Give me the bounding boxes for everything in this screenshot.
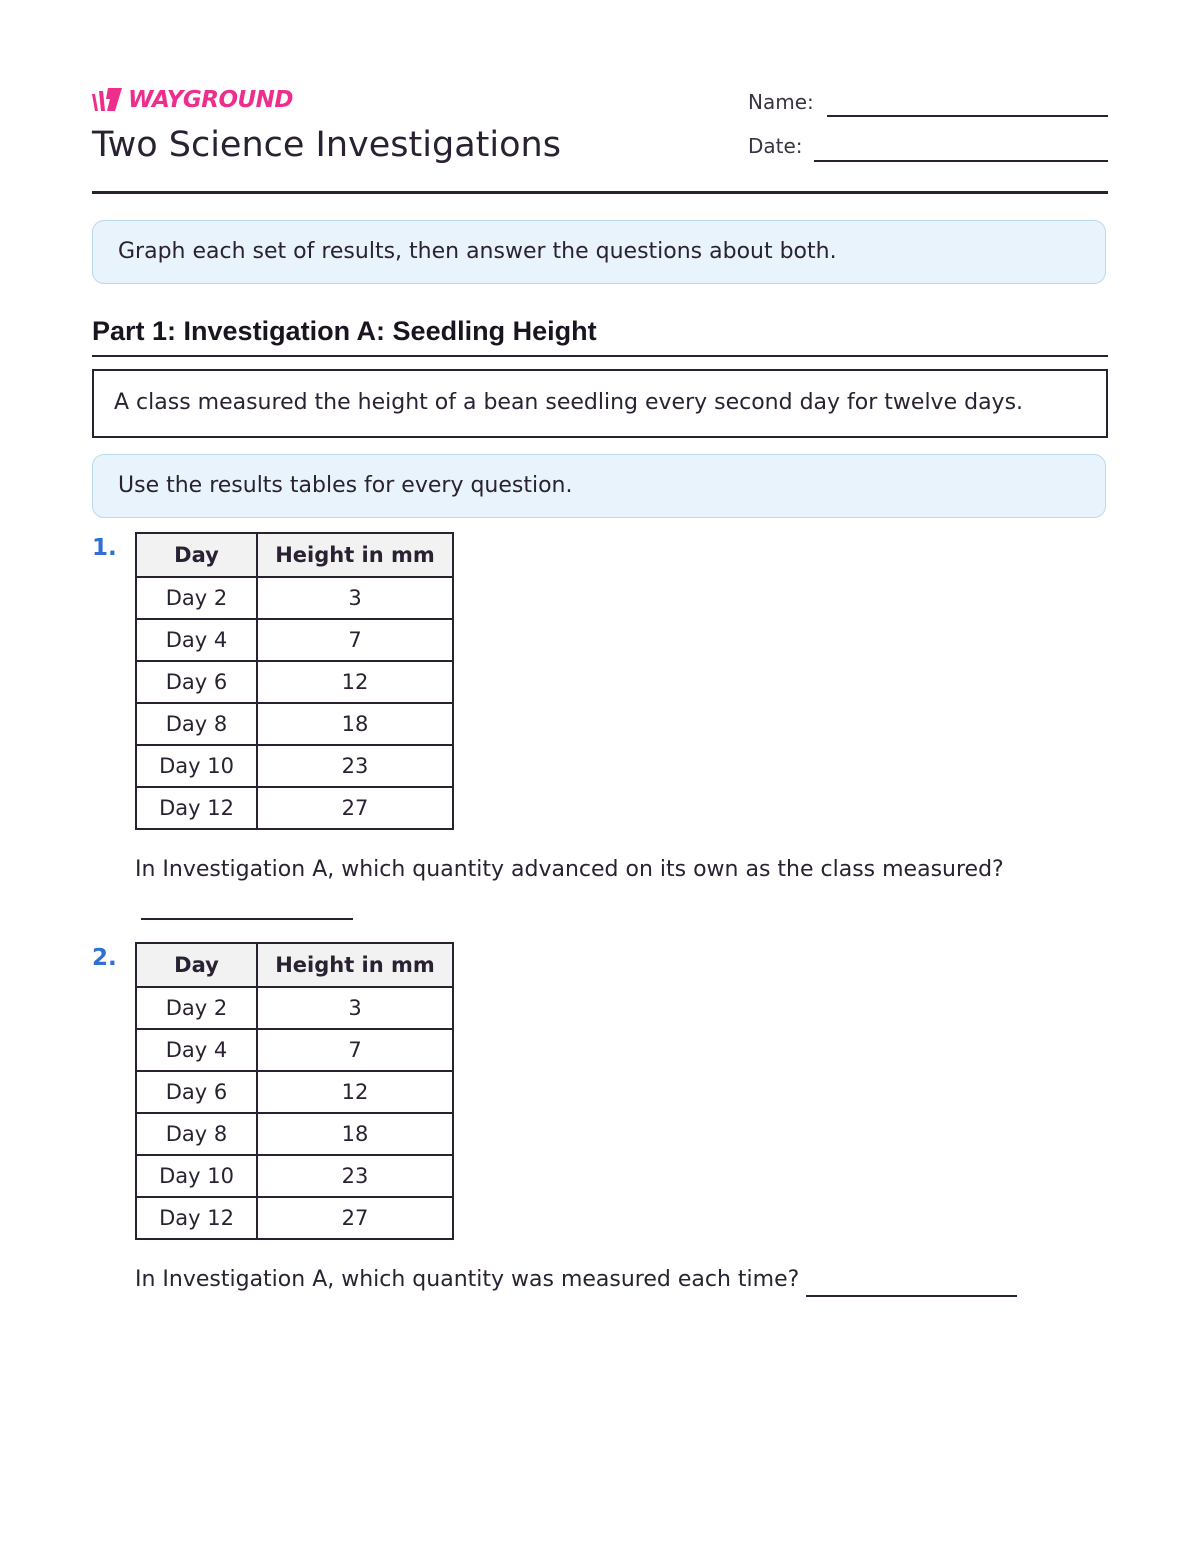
- table-row: [136, 661, 453, 703]
- question-1-prompt: In Investigation A, which quantity advanced on its own as the class measured?: [135, 857, 1004, 882]
- table-cell: 7: [257, 619, 453, 661]
- question-2-number: 2.: [92, 945, 117, 971]
- table-cell: 3: [257, 987, 453, 1029]
- table-cell: Day 10: [136, 1155, 257, 1197]
- header-divider: [92, 191, 1108, 194]
- table-cell: Day 4: [136, 619, 257, 661]
- table-cell: 3: [257, 577, 453, 619]
- wayground-logo-icon: [92, 87, 126, 113]
- table-row: [136, 745, 453, 787]
- tables-note-banner: Use the results tables for every question.: [92, 454, 1106, 518]
- table-cell: 23: [257, 745, 453, 787]
- column-header-height: Height in mm: [257, 533, 453, 577]
- part-1-divider: [92, 355, 1108, 357]
- question-2-answer-field[interactable]: [806, 1295, 1017, 1297]
- column-header-day: Day: [136, 533, 257, 577]
- table-row: [136, 1197, 453, 1239]
- table-cell: Day 8: [136, 703, 257, 745]
- table-cell: 18: [257, 703, 453, 745]
- name-label: Name:: [748, 90, 814, 114]
- table-cell: Day 2: [136, 987, 257, 1029]
- question-1-results-table: [135, 532, 454, 830]
- date-label: Date:: [748, 134, 803, 158]
- table-row: [136, 1029, 453, 1071]
- table-row: [136, 1113, 453, 1155]
- table-cell: Day 6: [136, 1071, 257, 1113]
- table-cell: 7: [257, 1029, 453, 1071]
- table-row: [136, 1155, 453, 1197]
- investigation-context: A class measured the height of a bean seedling every second day for twelve days.: [92, 369, 1108, 438]
- table-cell: 12: [257, 1071, 453, 1113]
- table-cell: Day 2: [136, 577, 257, 619]
- part-1-heading: Part 1: Investigation A: Seedling Height: [92, 316, 597, 346]
- table-cell: Day 12: [136, 787, 257, 829]
- table-row: [136, 987, 453, 1029]
- table-cell: Day 6: [136, 661, 257, 703]
- name-field[interactable]: [827, 115, 1108, 117]
- instructions-banner: Graph each set of results, then answer the questions about both.: [92, 220, 1106, 284]
- question-2-prompt: In Investigation A, which quantity was measured each time?: [135, 1267, 800, 1292]
- table-cell: 12: [257, 661, 453, 703]
- table-header-row: [136, 943, 453, 987]
- table-header-row: [136, 533, 453, 577]
- date-field[interactable]: [814, 160, 1108, 162]
- table-cell: 18: [257, 1113, 453, 1155]
- table-cell: 27: [257, 787, 453, 829]
- table-cell: Day 8: [136, 1113, 257, 1155]
- table-row: [136, 703, 453, 745]
- column-header-day: Day: [136, 943, 257, 987]
- brand-logo: [92, 86, 293, 114]
- table-cell: Day 10: [136, 745, 257, 787]
- logo-wordmark: WAYGROUND: [128, 87, 294, 113]
- table-row: [136, 619, 453, 661]
- table-cell: 23: [257, 1155, 453, 1197]
- table-row: [136, 787, 453, 829]
- table-cell: 27: [257, 1197, 453, 1239]
- table-cell: Day 12: [136, 1197, 257, 1239]
- table-row: [136, 577, 453, 619]
- table-cell: Day 4: [136, 1029, 257, 1071]
- worksheet-title: Two Science Investigations: [92, 125, 561, 165]
- table-row: [136, 1071, 453, 1113]
- question-1-number: 1.: [92, 535, 117, 561]
- question-2-results-table: [135, 942, 454, 1240]
- column-header-height: Height in mm: [257, 943, 453, 987]
- question-1-answer-field[interactable]: [141, 918, 353, 920]
